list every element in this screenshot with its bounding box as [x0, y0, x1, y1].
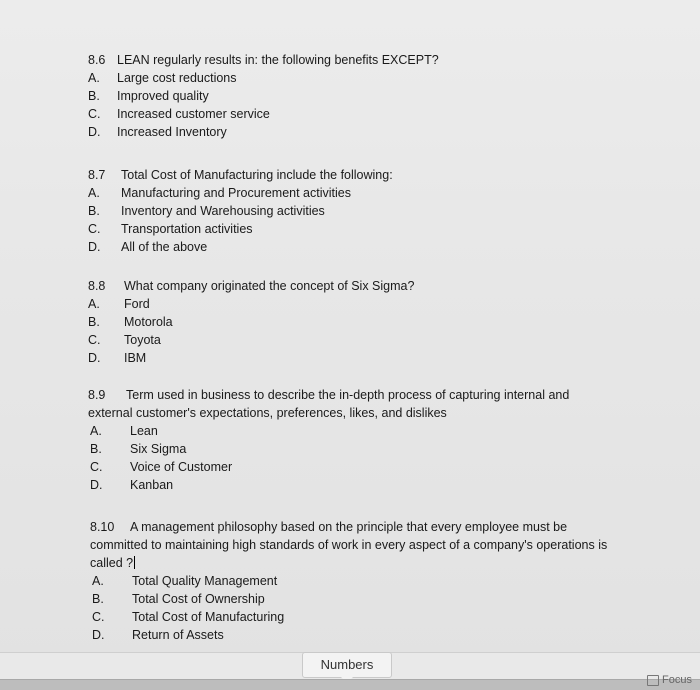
- footer-bar: [0, 679, 700, 690]
- option-letter: B.: [92, 592, 104, 606]
- question-8-6: [88, 51, 439, 141]
- question-8-8: [88, 277, 414, 367]
- option-text: Return of Assets: [132, 628, 224, 642]
- option-text: Increased Inventory: [117, 125, 227, 139]
- option-letter: B.: [88, 89, 100, 103]
- option-letter: D.: [92, 628, 105, 642]
- question-number: 8.6: [88, 53, 106, 67]
- question-8-7: [88, 166, 393, 256]
- option-letter: D.: [88, 240, 101, 254]
- option-text: Total Cost of Manufacturing: [132, 610, 285, 624]
- option-letter: A.: [90, 424, 102, 438]
- option-text: Transportation activities: [121, 222, 253, 236]
- option-letter: B.: [88, 204, 100, 218]
- question-text-line: committed to maintaining high standards of work in every aspect of a company's operations is: [90, 538, 608, 552]
- option-text: Total Quality Management: [132, 574, 278, 588]
- option-letter: D.: [88, 351, 101, 365]
- question-text-block: [90, 518, 650, 572]
- option-letter: D.: [88, 125, 101, 139]
- option-letter: D.: [90, 478, 103, 492]
- option-text: Lean: [130, 424, 158, 438]
- option-text: Toyota: [124, 333, 161, 347]
- option-text: Voice of Customer: [130, 460, 233, 474]
- option-letter: C.: [92, 610, 105, 624]
- question-text-line: Term used in business to describe the in-depth process of capturing internal and: [126, 388, 570, 402]
- option-text: Inventory and Warehousing activities: [121, 204, 325, 218]
- text-cursor: [134, 556, 135, 569]
- option-letter: C.: [90, 460, 103, 474]
- option-text: IBM: [124, 351, 147, 365]
- option-text: Manufacturing and Procurement activities: [121, 186, 351, 200]
- question-number: 8.8: [88, 279, 106, 293]
- option-letter: C.: [88, 107, 101, 121]
- question-text-block: [88, 386, 628, 422]
- option-letter: C.: [88, 222, 101, 236]
- question-text-line: external customer's expectations, preferences, likes, and dislikes: [88, 406, 447, 420]
- question-number: 8.10: [90, 520, 115, 534]
- option-text: All of the above: [121, 240, 208, 254]
- option-text: Ford: [124, 297, 150, 311]
- question-8-10: [90, 518, 650, 644]
- option-letter: A.: [88, 297, 100, 311]
- option-text: Increased customer service: [117, 107, 270, 121]
- option-letter: A.: [92, 574, 104, 588]
- option-text: Total Cost of Ownership: [132, 592, 265, 606]
- option-text: Six Sigma: [130, 442, 187, 456]
- question-number: 8.9: [88, 388, 106, 402]
- option-letter: B.: [88, 315, 100, 329]
- option-letter: A.: [88, 71, 100, 85]
- question-text: What company originated the concept of Six Sigma?: [124, 279, 415, 293]
- question-text-line: A management philosophy based on the principle that every employee must be: [130, 520, 568, 534]
- question-number: 8.7: [88, 168, 106, 182]
- question-text: LEAN regularly results in: the following benefits EXCEPT?: [117, 53, 439, 67]
- question-text-line: called ?: [90, 556, 134, 570]
- option-letter: B.: [90, 442, 102, 456]
- option-letter: C.: [88, 333, 101, 347]
- question-8-9: [88, 386, 628, 494]
- option-text: Motorola: [124, 315, 173, 329]
- option-text: Improved quality: [117, 89, 209, 103]
- focus-icon: [647, 675, 659, 686]
- question-text: Total Cost of Manufacturing include the following:: [121, 168, 393, 182]
- focus-button[interactable]: [647, 674, 692, 686]
- numbers-sheet-tab[interactable]: Numbers: [302, 652, 392, 678]
- option-text: Kanban: [130, 478, 174, 492]
- option-letter: A.: [88, 186, 100, 200]
- option-text: Large cost reductions: [117, 71, 237, 85]
- focus-label: Focus: [662, 674, 692, 686]
